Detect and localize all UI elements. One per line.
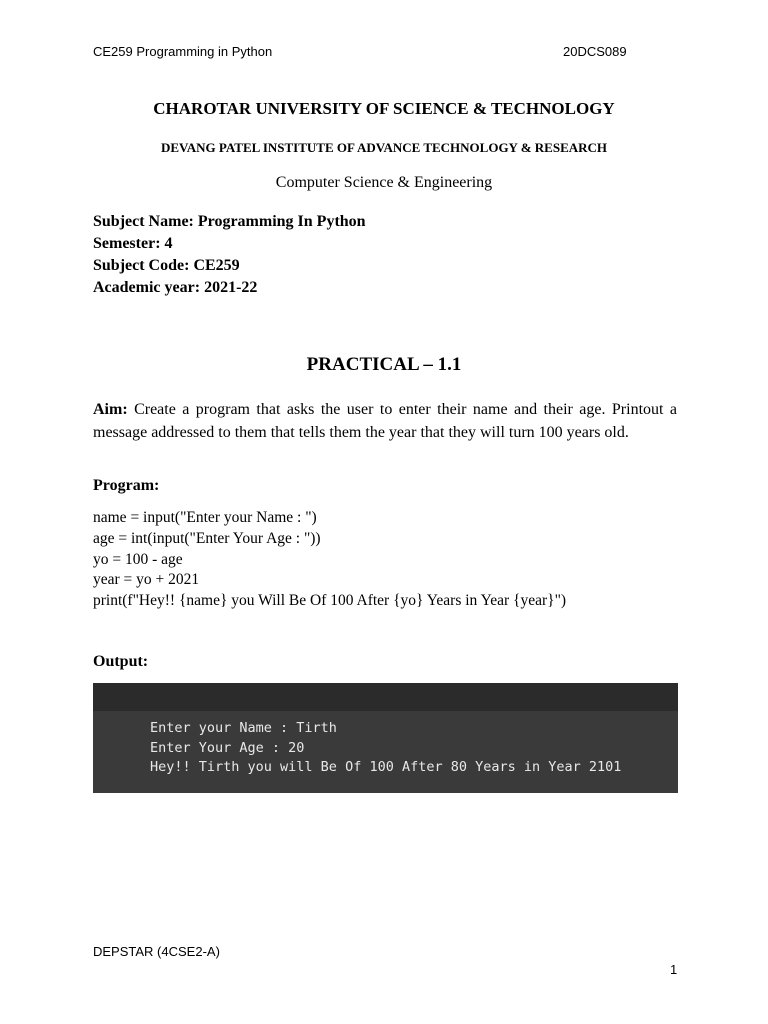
code-line: print(f"Hey!! {name} you Will Be Of 100 After {yo} Years in Year {year}") (93, 592, 567, 610)
terminal-line: Hey!! Tirth you will Be Of 100 After 80 Years in Year 2101 (150, 759, 622, 775)
terminal-lines (150, 719, 621, 778)
header-student-id: 20DCS089 (563, 44, 627, 59)
aim-text: Create a program that asks the user to enter their name and their age. Printout a message addressed to them that tells them the year that they will turn 100 years old. (93, 401, 677, 441)
practical-heading: PRACTICAL – 1.1 (306, 354, 462, 375)
program-heading: Program: (93, 477, 160, 494)
semester: Semester: 4 (93, 235, 173, 252)
subject-name: Subject Name: Programming In Python (93, 213, 366, 230)
academic-year: Academic year: 2021-22 (93, 279, 258, 296)
university-title: CHAROTAR UNIVERSITY OF SCIENCE & TECHNOLOGY (153, 99, 615, 118)
output-heading: Output: (93, 653, 149, 670)
aim-label: Aim: (93, 401, 128, 418)
terminal-output (93, 683, 678, 793)
code-line: name = input("Enter your Name : ") (93, 509, 317, 526)
code-line: year = yo + 2021 (93, 571, 200, 589)
terminal-title-bar (93, 683, 678, 711)
footer-class: DEPSTAR (4CSE2-A) (93, 944, 220, 959)
department-title: Computer Science & Engineering (275, 174, 493, 191)
subject-code: Subject Code: CE259 (93, 257, 240, 274)
terminal-line: Enter Your Age : 20 (150, 739, 305, 756)
page-number: 1 (670, 962, 678, 977)
code-line: yo = 100 - age (93, 550, 183, 568)
terminal-line: Enter your Name : Tirth (150, 720, 337, 736)
subject-info (93, 211, 366, 299)
header-course: CE259 Programming in Python (93, 44, 273, 59)
institute-title: DEVANG PATEL INSTITUTE OF ADVANCE TECHNOLOGY & RESEARCH (160, 140, 608, 155)
program-code (93, 508, 566, 612)
code-line: age = int(input("Enter Your Age : ")) (93, 529, 321, 547)
aim-paragraph (93, 399, 677, 444)
